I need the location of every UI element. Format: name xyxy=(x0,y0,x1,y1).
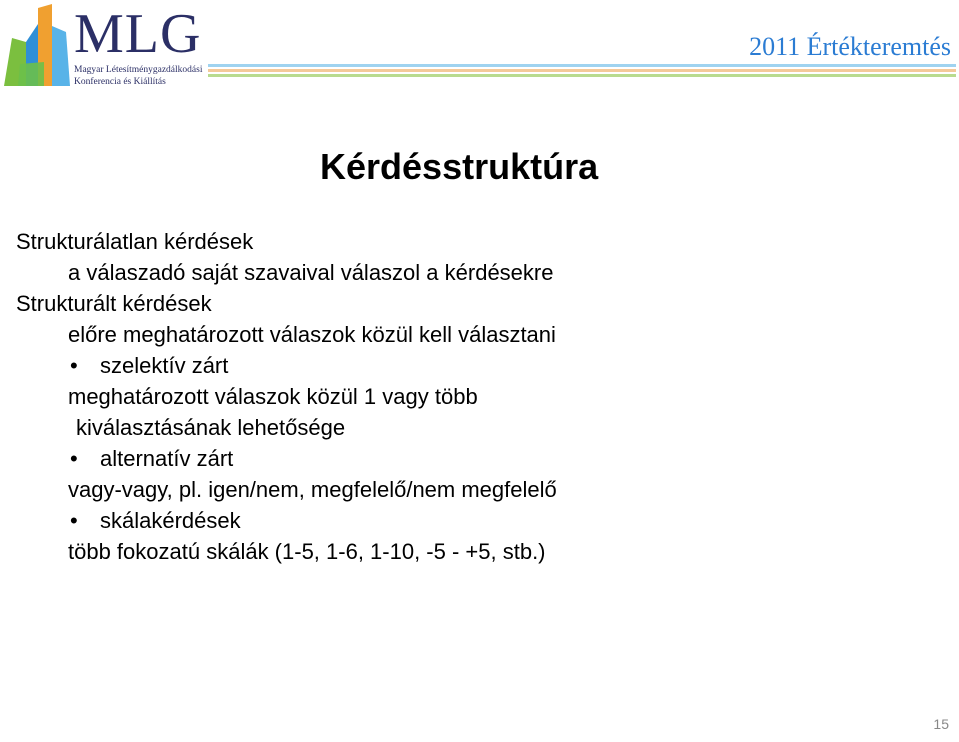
logo-subtitle xyxy=(74,64,202,88)
list-item-level-4: kiválasztásának lehetősége xyxy=(76,415,346,440)
header-stripes xyxy=(208,64,956,79)
header-stripe-blue xyxy=(208,64,956,67)
mlg-logo xyxy=(4,4,204,88)
bullet-icon: • xyxy=(70,508,78,533)
list-item-level-4: meghatározott válaszok közül 1 vagy több xyxy=(68,384,478,409)
list-item-level-3: skálakérdések xyxy=(100,508,241,533)
list-item-level-4: vagy-vagy, pl. igen/nem, megfelelő/nem megfelelő xyxy=(68,477,557,502)
building-logo-icon xyxy=(4,4,72,86)
list-item-level-3: szelektív zárt xyxy=(100,353,229,378)
list-item-level-3: alternatív zárt xyxy=(100,446,234,471)
header-stripe-orange xyxy=(208,69,956,72)
list-item-level-4: több fokozatú skálák (1-5, 1-6, 1-10, -5 - +5, stb.) xyxy=(68,539,546,564)
list-item-level-2: előre meghatározott válaszok közül kell választani xyxy=(68,322,556,347)
list-item-level-1: Strukturált kérdések xyxy=(16,291,212,316)
bullet-icon: • xyxy=(70,353,78,378)
list-item-level-2: a válaszadó saját szavaival válaszol a kérdésekre xyxy=(68,260,554,285)
bullet-icon: • xyxy=(70,446,78,471)
header-right-title: 2011 Értékteremtés xyxy=(749,32,951,61)
page-number: 15 xyxy=(933,716,949,732)
logo-subtitle-line-2: Konferencia és Kiállítás xyxy=(74,77,166,87)
list-item-level-1: Strukturálatlan kérdések xyxy=(16,229,254,254)
logo-title: MLG xyxy=(74,3,202,65)
slide-title: Kérdésstruktúra xyxy=(320,146,599,187)
logo-subtitle-line-1: Magyar Létesítménygazdálkodási xyxy=(74,65,203,75)
header-stripe-green xyxy=(208,74,956,77)
